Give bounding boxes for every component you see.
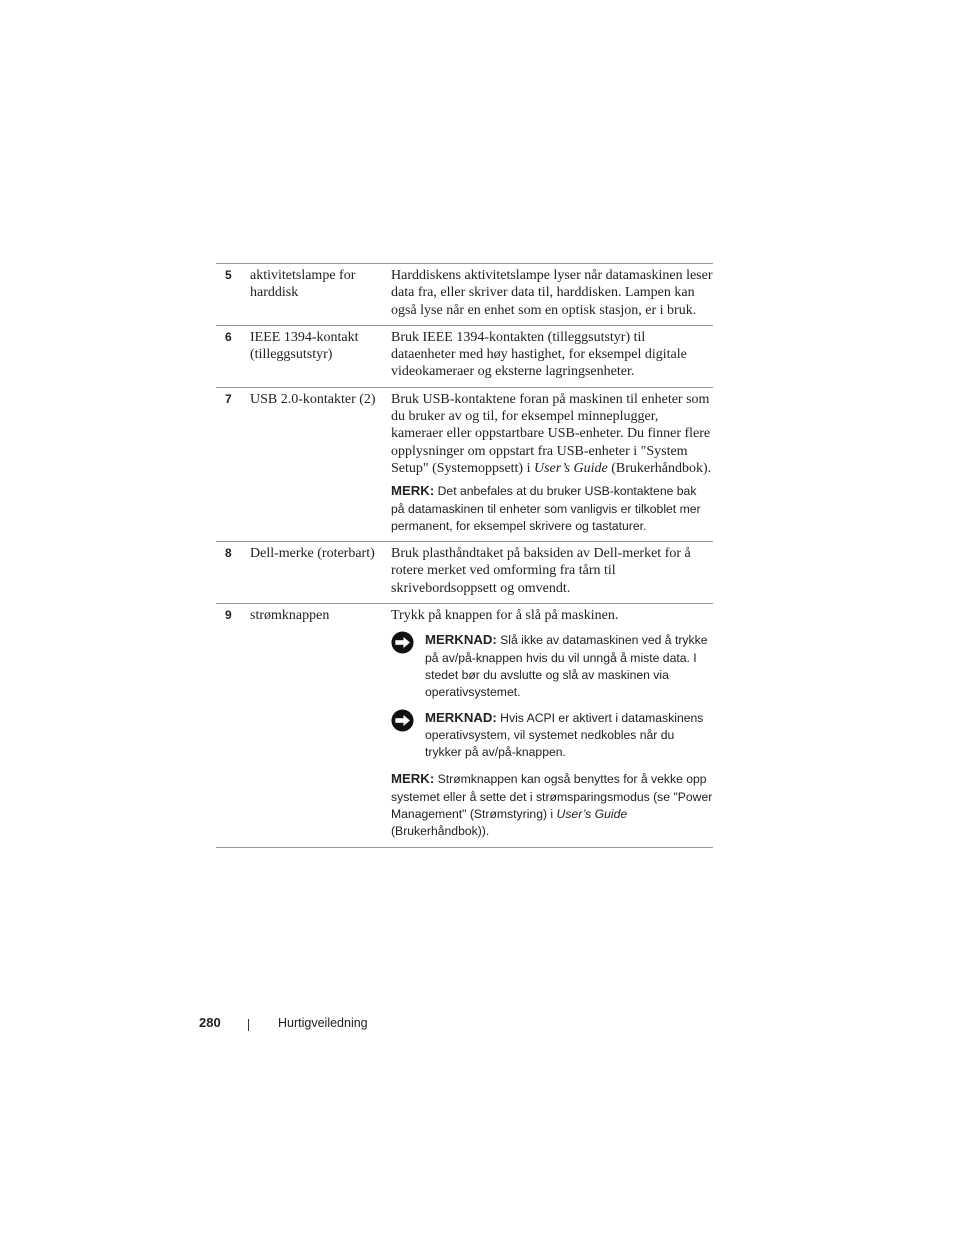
note: [391, 770, 713, 840]
table-row: [216, 388, 713, 542]
component-description: [391, 604, 713, 847]
component-name: Dell-merke (roterbart): [250, 546, 375, 562]
users-guide-ref: User’s Guide: [556, 807, 628, 822]
caution-icon-svg: [391, 709, 414, 732]
component-description: Harddiskens aktivitetslampe lyser når datamaskinen leser data fra, eller skriver data til, harddisken. Lampen kan også lyse når en enhet som en optisk stasjon, er i bruk.: [391, 268, 713, 318]
table-row: [216, 542, 713, 604]
users-guide-ref: User’s Guide: [534, 460, 608, 476]
component-description: Bruk IEEE 1394-kontakten (tilleggsutstyr) til dataenheter med høy hastighet, for eksempel digitale videokameraer og eksterne lagringsenheter.: [391, 329, 687, 380]
row-number: 9: [225, 608, 232, 623]
description-text: Bruk USB-kontaktene foran på maskinen til enheter som du bruker av og til, for eksempel minneplugger, kameraer eller oppstartbare USB-enheter. Du finner flere opplysninger om oppstart fra USB-enheter i "System Setup" (Systemoppsett) i: [391, 391, 711, 476]
component-name: IEEE 1394-kontakt (tilleggsutstyr): [250, 329, 359, 363]
footer-divider: [248, 1019, 249, 1031]
note-label: MERK:: [391, 771, 435, 787]
table-row: [216, 326, 713, 388]
note-text: Det anbefales at du bruker USB-kontaktene bak på datamaskinen til enheter som vanligvis er tilkoblet mer permanent, for eksempel skrivere og tastaturer.: [391, 484, 701, 533]
caution-body: Slå ikke av datamaskinen ved å trykke på av/på-knappen hvis du vil unngå å miste data. I stedet bør du avslutte og slå av maskinen via operativsystemet.: [425, 633, 708, 700]
component-table: [216, 263, 713, 848]
component-name: strømknappen: [250, 608, 330, 624]
footer-title: Hurtigveiledning: [278, 1016, 368, 1030]
caution-icon-svg: [391, 631, 414, 654]
caution-text: [425, 709, 713, 762]
row-number: 5: [225, 268, 232, 282]
caution-label: MERKNAD:: [425, 709, 497, 725]
caution-body: Hvis ACPI er aktivert i datamaskinens operativsystem, vil systemet nedkobles når du trykker på av/på-knappen.: [425, 710, 704, 760]
table-row: [216, 264, 713, 326]
table-row: [216, 604, 713, 847]
note-label: MERK:: [391, 483, 435, 499]
note: [391, 482, 713, 535]
note-text: Strømknappen kan også benyttes for å vekke opp systemet eller å sette det i strømsparingsmodus (se "Power Management" (Strømstyring) i: [391, 772, 713, 822]
component-name: aktivitetslampe for harddisk: [250, 268, 356, 301]
component-description: Bruk plasthåndtaket på baksiden av Dell-merket for å rotere merket ved omforming fra tårn til skrivebordsoppsett og omvendt.: [391, 546, 691, 596]
note-text: (Brukerhåndbok)).: [391, 824, 490, 839]
caution-notice: [391, 709, 713, 762]
row-number: 7: [225, 391, 232, 406]
description-text: Trykk på knappen for å slå på maskinen.: [391, 608, 619, 624]
caution-icon: [391, 709, 425, 762]
page-number: 280: [199, 1015, 221, 1030]
description-text: (Brukerhåndbok).: [607, 460, 712, 476]
row-number: 6: [225, 329, 232, 344]
component-name: USB 2.0-kontakter (2): [250, 391, 376, 407]
caution-label: MERKNAD:: [425, 632, 497, 648]
component-description: [391, 388, 713, 541]
caution-icon: [391, 631, 425, 701]
row-number: 8: [225, 546, 232, 561]
caution-text: [425, 631, 713, 701]
caution-notice: [391, 631, 713, 701]
